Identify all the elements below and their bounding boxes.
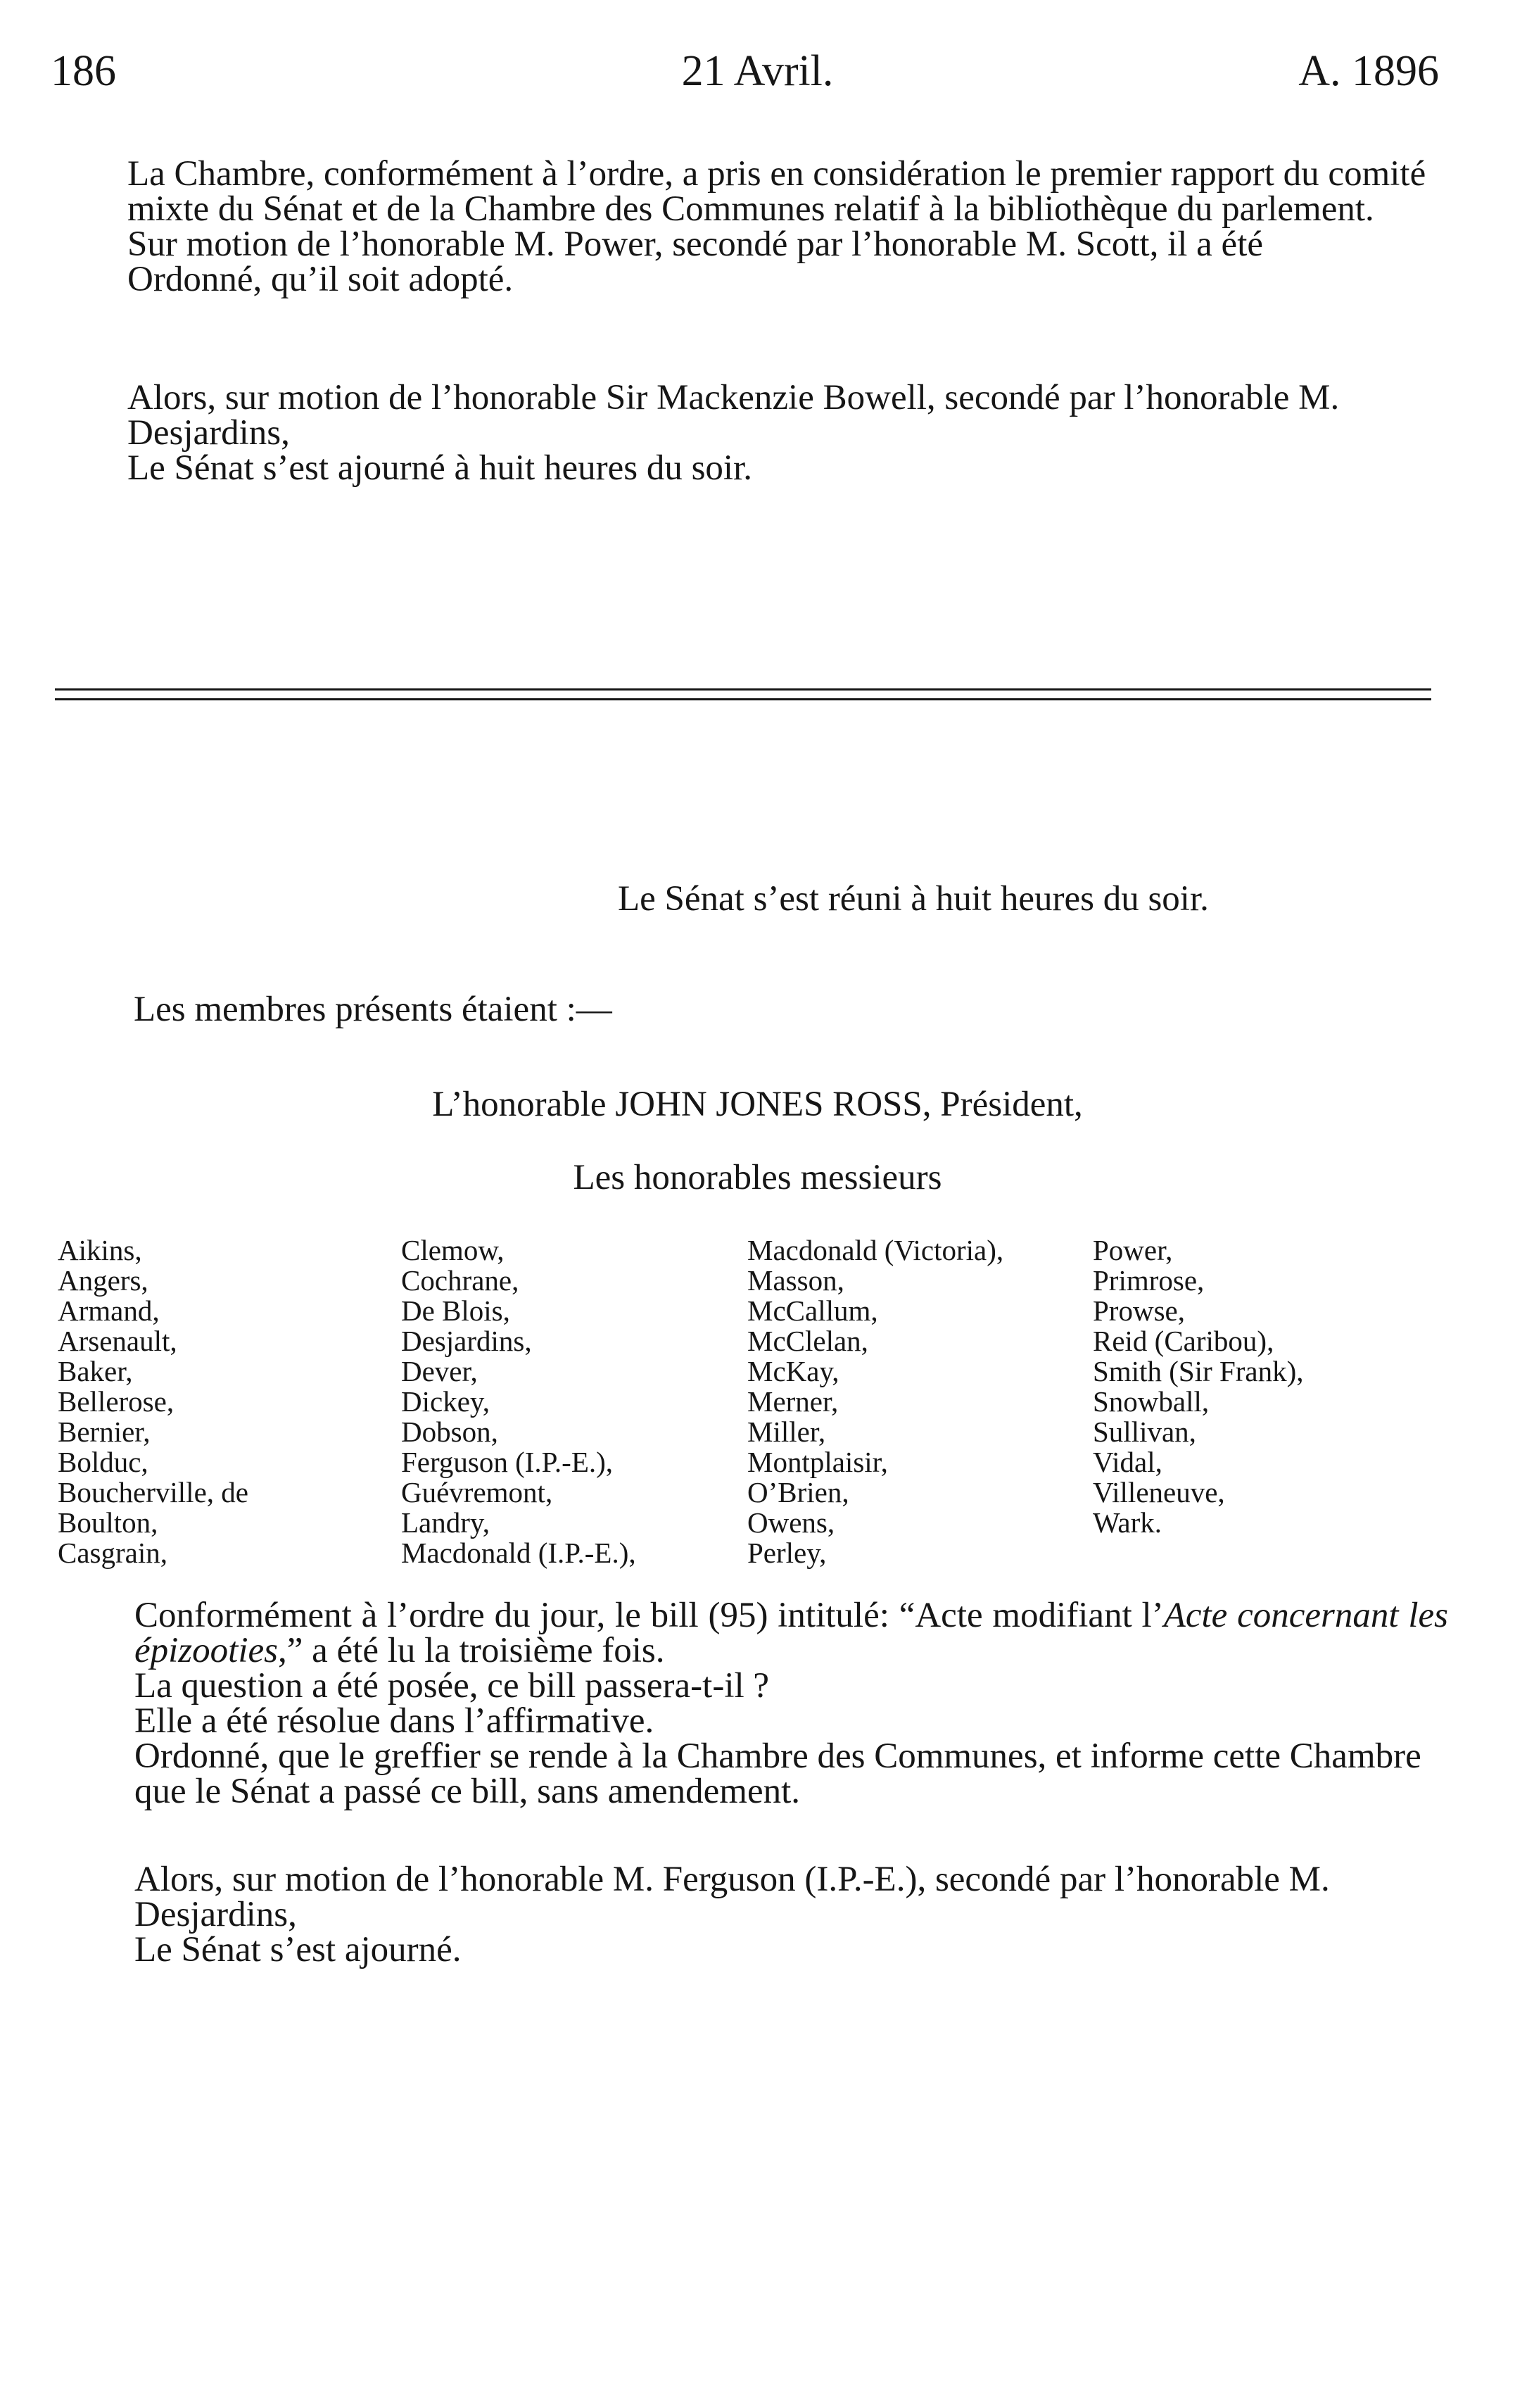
separator-rule-bottom <box>55 698 1431 700</box>
member-name: Snowball, <box>1093 1385 1210 1418</box>
bill-paragraph <box>62 1598 1448 1668</box>
member-name: Clemow, <box>401 1234 505 1266</box>
member-name: Merner, <box>747 1385 839 1418</box>
member-name: Power, <box>1093 1234 1173 1266</box>
members-column-1 <box>58 1235 248 1568</box>
member-name: Angers, <box>58 1264 148 1297</box>
report-paragraph-block <box>55 156 1450 297</box>
member-name: McKay, <box>747 1355 839 1387</box>
bill-block <box>62 1598 1448 1809</box>
member-name: Macdonald (Victoria), <box>747 1234 1004 1266</box>
member-name: Miller, <box>747 1416 826 1448</box>
member-name: McCallum, <box>747 1294 878 1327</box>
honorables-heading: Les honorables messieurs <box>573 1158 942 1197</box>
member-name: Bernier, <box>58 1416 151 1448</box>
member-name: Vidal, <box>1093 1446 1162 1478</box>
page-year: A. 1896 <box>1298 47 1439 95</box>
member-name: Armand, <box>58 1294 160 1327</box>
president-line: L’honorable JOHN JONES ROSS, Président, <box>432 1085 1083 1124</box>
member-name: Boucherville, de <box>58 1476 248 1508</box>
member-name: Dobson, <box>401 1416 498 1448</box>
member-name: Arsenault, <box>58 1325 177 1357</box>
session-reunion: Le Sénat s’est réuni à huit heures du soir. <box>618 879 1209 919</box>
separator-rule-top <box>55 688 1431 691</box>
member-name: Dever, <box>401 1355 478 1387</box>
adjournment-result: Le Sénat s’est ajourné à huit heures du soir. <box>127 448 753 488</box>
members-intro: Les membres présents étaient :— <box>134 990 612 1029</box>
member-name: Dickey, <box>401 1385 490 1418</box>
adjournment-block <box>55 380 1450 486</box>
member-name: O’Brien, <box>747 1476 849 1508</box>
member-name: Villeneuve, <box>1093 1476 1225 1508</box>
member-name: McClelan, <box>747 1325 868 1357</box>
bill-suffix: ,” a été lu la troisième fois. <box>277 1631 665 1670</box>
member-name: Ferguson (I.P.-E.), <box>401 1446 614 1478</box>
bill-resolution: Elle a été résolue dans l’affirmative. <box>134 1701 654 1741</box>
member-name: De Blois, <box>401 1294 510 1327</box>
member-name: Owens, <box>747 1506 835 1539</box>
final-adjournment-result: Le Sénat s’est ajourné. <box>134 1930 462 1969</box>
member-name: Macdonald (I.P.-E.), <box>401 1537 636 1569</box>
member-name: Boulton, <box>58 1506 158 1539</box>
member-name: Casgrain, <box>58 1537 167 1569</box>
member-name: Desjardins, <box>401 1325 532 1357</box>
members-column-3 <box>747 1235 1003 1568</box>
member-name: Perley, <box>747 1537 827 1569</box>
member-name: Prowse, <box>1093 1294 1185 1327</box>
member-name: Wark. <box>1093 1506 1162 1539</box>
member-name: Baker, <box>58 1355 133 1387</box>
bill-ordonne: Ordonné, que le greffier se rende à la Chambre des Communes, et informe cette Chambre que le Sénat a passé ce bill, sans amendement. <box>134 1736 1421 1811</box>
member-name: Cochrane, <box>401 1264 519 1297</box>
member-name: Guévremont, <box>401 1476 553 1508</box>
ordonne-paragraph: Ordonné, qu’il soit adopté. <box>127 260 514 299</box>
adjournment-motion: Alors, sur motion de l’honorable Sir Mackenzie Bowell, secondé par l’honorable M. Desjardins, <box>127 378 1340 453</box>
members-column-4 <box>1093 1235 1304 1538</box>
member-name: Masson, <box>747 1264 844 1297</box>
page-date: 21 Avril. <box>681 47 834 95</box>
final-adjournment-block <box>62 1862 1448 1967</box>
member-name: Montplaisir, <box>747 1446 888 1478</box>
member-name: Landry, <box>401 1506 490 1539</box>
bill-act-title: Acte concernant les épizooties <box>134 1596 1448 1670</box>
page-number: 186 <box>51 47 116 95</box>
report-paragraph: La Chambre, conformément à l’ordre, a pris en considération le premier rapport du comité mixte du Sénat et de la Chambre des Communes relatif à la bibliothèque du parlement. <box>127 154 1426 229</box>
motion-paragraph: Sur motion de l’honorable M. Power, secondé par l’honorable M. Scott, il a été <box>127 225 1263 264</box>
member-name: Reid (Caribou), <box>1093 1325 1274 1357</box>
member-name: Smith (Sir Frank), <box>1093 1355 1304 1387</box>
member-name: Sullivan, <box>1093 1416 1196 1448</box>
bill-question: La question a été posée, ce bill passera-t-il ? <box>134 1666 770 1706</box>
member-name: Bolduc, <box>58 1446 148 1478</box>
member-name: Primrose, <box>1093 1264 1205 1297</box>
member-name: Aikins, <box>58 1234 142 1266</box>
member-name: Bellerose, <box>58 1385 175 1418</box>
final-adjournment-motion: Alors, sur motion de l’honorable M. Ferguson (I.P.-E.), secondé par l’honorable M. Desjardins, <box>134 1860 1330 1934</box>
members-column-2 <box>401 1235 636 1568</box>
bill-prefix: Conformément à l’ordre du jour, le bill (95) intitulé: “Acte modifiant l’ <box>134 1596 1164 1635</box>
